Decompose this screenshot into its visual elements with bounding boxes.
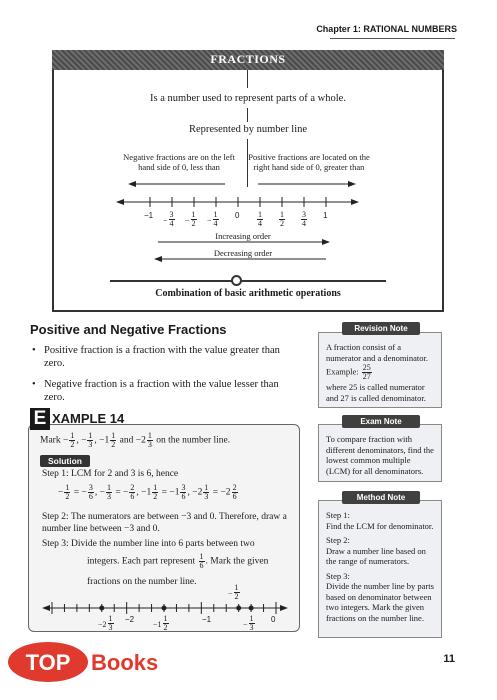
- marked-point: [236, 606, 241, 611]
- decreasing-order-label: Decreasing order: [213, 248, 273, 258]
- method-step3: Divide the number line by parts based on denominator between two integers. Mark the given fractions on the number line.: [326, 581, 434, 623]
- example-title: XAMPLE 14: [52, 411, 125, 426]
- example-question: Mark − $\frac{1}{2}$ , − $\frac{1}{3}$ , −1 $\frac{1}{2}$ and −2 $\frac{1}{3}$ on the number line.: [40, 431, 231, 449]
- revision-example: [326, 364, 435, 381]
- positive-fraction-bullet: • Positive fraction is a fraction with the value greater than zero.: [32, 344, 302, 370]
- fractions-title: FRACTIONS: [210, 52, 286, 66]
- increasing-order-label: Increasing order: [215, 231, 271, 241]
- step1-equation: − $\frac{1}{2}$ = − $\frac{3}{6}$ , − $\frac{1}{3}$ = − $\frac{2}{6}$ , −1 $\frac{1}{2}$ = −1 $\frac{3}{6}$ , −2 $\frac{1}{3}$ = −2 $\frac{2}{6}$: [58, 483, 237, 501]
- concept-arrows: [0, 0, 497, 320]
- combination-node: [231, 275, 242, 286]
- step3-line2: integers. Each part represent $\frac{1}{6}$ . Mark the given: [87, 552, 269, 570]
- method-step2: Draw a number line based on the range of numerators.: [326, 545, 426, 566]
- svg-text:TOP: TOP: [25, 650, 71, 675]
- method-step1-label: Step 1:: [326, 510, 350, 520]
- negative-fraction-bullet: • Negative fraction is a fraction with the value lesser than zero.: [32, 378, 302, 404]
- positive-fraction-note: Positive fractions are located on the right hand side of 0, greater than: [248, 152, 370, 172]
- method-note-tab: Method Note: [342, 491, 420, 504]
- exam-note-tab: Exam Note: [342, 415, 420, 428]
- label-minus-third: − $\frac{1}{3}$: [243, 613, 254, 632]
- tick-label: − $\frac{1}{2}$: [185, 209, 196, 228]
- label-minus-1: −1: [202, 615, 212, 624]
- exam-note-box: [318, 424, 442, 482]
- step1-text: Step 1: LCM for 2 and 3 is 6, hence: [42, 469, 179, 479]
- label-minus-half: − $\frac{1}{2}$: [228, 582, 239, 601]
- label-minus-2: −2: [125, 615, 135, 624]
- tick-label: 0: [235, 211, 240, 220]
- step3-part2: . Mark the given: [205, 556, 269, 567]
- example-e-block: E: [30, 408, 50, 430]
- step2-text: Step 2: The numerators are between −3 and 0. Therefore, draw a number line between −3 and 0.: [42, 512, 287, 534]
- step3-line3: fractions on the number line.: [87, 577, 197, 587]
- tick-label: 1: [323, 211, 328, 220]
- example-denominator: 27: [362, 372, 371, 381]
- tick-label: − $\frac{1}{4}$: [207, 209, 218, 228]
- method-step1: Find the LCM for denominator.: [326, 520, 434, 531]
- question-lead: Mark: [40, 435, 61, 446]
- represented-by-label: Represented by number line: [188, 124, 308, 135]
- method-step2-label: Step 2:: [326, 535, 350, 545]
- negative-fraction-note: Negative fractions are on the left hand side of 0, less than: [123, 152, 235, 172]
- tick-label: $\frac{3}{4}$: [302, 209, 306, 228]
- chapter-heading: Chapter 1: RATIONAL NUMBERS: [316, 24, 457, 34]
- topbooks-logo: [6, 640, 186, 692]
- svg-text:Books: Books: [91, 650, 159, 675]
- question-tail: on the number line.: [156, 435, 231, 446]
- revision-note-line2: where 25 is called numerator and 27 is called denominator.: [326, 382, 426, 403]
- section-title: Positive and Negative Fractions: [30, 322, 227, 337]
- revision-note-tab: Revision Note: [342, 322, 420, 335]
- label-minus-2-third: −2 $\frac{1}{3}$: [98, 613, 113, 632]
- example-numerator: 25: [362, 363, 371, 372]
- marked-point: [99, 606, 104, 611]
- fraction-definition: Is a number used to represent parts of a whole.: [150, 93, 346, 104]
- combination-label: Combination of basic arithmetic operations: [155, 288, 341, 299]
- step3-part: integers. Each part represent: [87, 556, 196, 567]
- marked-point: [162, 606, 167, 611]
- tick-label: $\frac{1}{4}$: [258, 209, 262, 228]
- example-label: Example:: [326, 366, 359, 377]
- label-minus-1-half: −1 $\frac{1}{2}$: [153, 613, 168, 632]
- method-note-box: [318, 500, 442, 638]
- tick-label: $\frac{1}{2}$: [280, 209, 284, 228]
- page-number: 11: [443, 653, 455, 665]
- label-zero: 0: [271, 615, 276, 624]
- method-step3-label: Step 3:: [326, 570, 350, 581]
- solution-badge: Solution: [40, 455, 90, 467]
- marked-point: [249, 606, 254, 611]
- tick-label: − $\frac{3}{4}$: [163, 209, 174, 228]
- revision-note-line1: A fraction consist of a numerator and a denominator.: [326, 342, 428, 363]
- tick-label: −1: [144, 211, 154, 220]
- revision-note-box: [318, 332, 442, 408]
- step3-line1: Step 3: Divide the number line into 6 parts between two: [42, 539, 255, 549]
- combination-rule: [110, 280, 386, 282]
- exam-note-text: To compare fraction with different denominators, find the lowest common multiple (LCM) for all denominators.: [326, 434, 434, 476]
- definition-list: [32, 344, 302, 412]
